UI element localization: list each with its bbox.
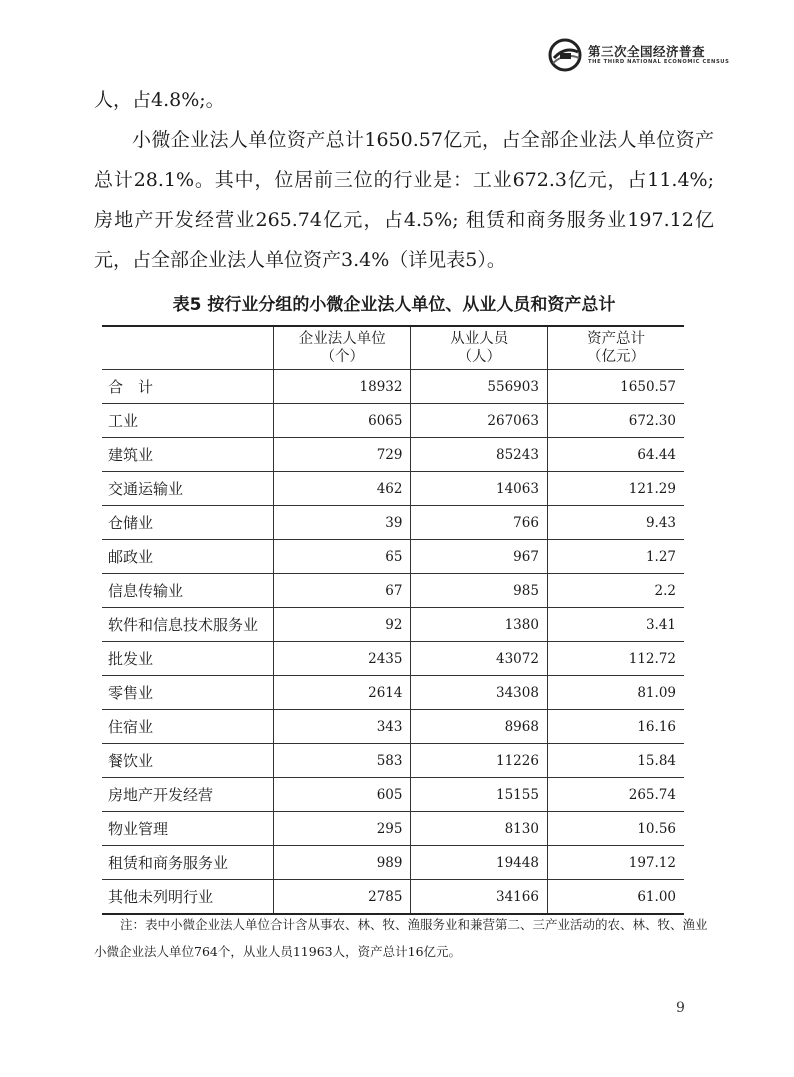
row-employees: 43072 (411, 642, 547, 676)
row-units: 462 (274, 472, 411, 506)
paragraph-assets: 小微企业法人单位资产总计1650.57亿元，占全部企业法人单位资产总计28.1%。其中，位居前三位的行业是：工业672.3亿元，占11.4%; 房地产开发经营业265.74亿元，占4.5%; 租赁和商务服务业197.12亿元，占全部企业法人单位资产3.4%（详见表5）。 (94, 129, 714, 271)
table-row (102, 676, 684, 710)
table-row (102, 608, 684, 642)
row-employees: 34308 (411, 676, 547, 710)
row-employees: 1380 (411, 608, 547, 642)
row-units: 343 (274, 710, 411, 744)
row-industry: 建筑业 (102, 438, 274, 472)
row-employees: 34166 (411, 880, 547, 915)
row-industry: 仓储业 (102, 506, 274, 540)
header-units (274, 326, 411, 370)
census-logo (548, 38, 748, 74)
row-units: 605 (274, 778, 411, 812)
row-units: 729 (274, 438, 411, 472)
row-assets: 16.16 (547, 710, 684, 744)
page-number: 9 (676, 1000, 685, 1016)
row-assets: 10.56 (547, 812, 684, 846)
table-row (102, 472, 684, 506)
row-industry: 邮政业 (102, 540, 274, 574)
census-logo-icon (548, 38, 582, 72)
logo-chinese-text: 第三次全国经济普查 (588, 44, 706, 59)
row-units: 6065 (274, 404, 411, 438)
row-employees: 14063 (411, 472, 547, 506)
row-units: 583 (274, 744, 411, 778)
row-assets: 121.29 (547, 472, 684, 506)
table-row (102, 642, 684, 676)
row-industry: 房地产开发经营 (102, 778, 274, 812)
row-units: 2614 (274, 676, 411, 710)
row-assets: 15.84 (547, 744, 684, 778)
row-assets: 3.41 (547, 608, 684, 642)
row-assets: 265.74 (547, 778, 684, 812)
row-assets: 1650.57 (547, 370, 684, 404)
table-row (102, 778, 684, 812)
table-header-row (102, 326, 684, 370)
table-note: 注：表中小微企业法人单位合计含从事农、林、牧、渔服务业和兼营第二、三产业活动的农、林、牧、渔业小微企业法人单位764个，从业人员11963人，资产总计16亿元。 (94, 917, 708, 959)
row-units: 92 (274, 608, 411, 642)
row-assets: 2.2 (547, 574, 684, 608)
header-assets-label: 资产总计 (586, 331, 645, 347)
row-industry: 零售业 (102, 676, 274, 710)
header-assets-unit: （亿元） (586, 349, 645, 365)
row-industry: 工业 (102, 404, 274, 438)
table-row (102, 370, 684, 404)
table-title: 表5 按行业分组的小微企业法人单位、从业人员和资产总计 (172, 295, 616, 315)
row-employees: 15155 (411, 778, 547, 812)
table-row (102, 404, 684, 438)
header-assets (547, 326, 684, 370)
table-row (102, 574, 684, 608)
row-industry: 住宿业 (102, 710, 274, 744)
row-employees: 556903 (411, 370, 547, 404)
row-employees: 985 (411, 574, 547, 608)
row-industry: 其他未列明行业 (102, 880, 274, 915)
row-assets: 1.27 (547, 540, 684, 574)
row-assets: 61.00 (547, 880, 684, 915)
row-units: 18932 (274, 370, 411, 404)
paragraph-continuation: 人，占4.8%;。 (94, 89, 225, 111)
row-assets: 672.30 (547, 404, 684, 438)
row-assets: 64.44 (547, 438, 684, 472)
row-employees: 8968 (411, 710, 547, 744)
row-units: 295 (274, 812, 411, 846)
header-employees (411, 326, 547, 370)
row-industry: 交通运输业 (102, 472, 274, 506)
row-assets: 81.09 (547, 676, 684, 710)
header-units-label: 企业法人单位 (298, 331, 386, 347)
row-industry: 软件和信息技术服务业 (102, 608, 274, 642)
row-employees: 967 (411, 540, 547, 574)
row-units: 2435 (274, 642, 411, 676)
row-industry: 信息传输业 (102, 574, 274, 608)
row-employees: 85243 (411, 438, 547, 472)
table-row (102, 846, 684, 880)
row-assets: 9.43 (547, 506, 684, 540)
row-industry: 餐饮业 (102, 744, 274, 778)
row-employees: 8130 (411, 812, 547, 846)
table-row (102, 710, 684, 744)
row-units: 39 (274, 506, 411, 540)
logo-english-text: THE THIRD NATIONAL ECONOMIC CENSUS (588, 59, 730, 65)
table-row (102, 812, 684, 846)
row-units: 65 (274, 540, 411, 574)
row-industry: 租赁和商务服务业 (102, 846, 274, 880)
row-units: 989 (274, 846, 411, 880)
table-row (102, 540, 684, 574)
row-units: 67 (274, 574, 411, 608)
header-employees-label: 从业人员 (450, 331, 509, 347)
row-employees: 11226 (411, 744, 547, 778)
header-industry (102, 326, 274, 370)
header-employees-unit: （人） (457, 349, 501, 365)
industry-table (102, 325, 684, 915)
row-employees: 19448 (411, 846, 547, 880)
row-assets: 197.12 (547, 846, 684, 880)
table-row (102, 880, 684, 915)
row-industry: 物业管理 (102, 812, 274, 846)
row-industry: 合 计 (102, 370, 274, 404)
row-industry: 批发业 (102, 642, 274, 676)
table-row (102, 438, 684, 472)
table-row (102, 744, 684, 778)
row-employees: 766 (411, 506, 547, 540)
row-assets: 112.72 (547, 642, 684, 676)
row-units: 2785 (274, 880, 411, 915)
header-units-unit: （个） (320, 349, 364, 365)
table-row (102, 506, 684, 540)
row-employees: 267063 (411, 404, 547, 438)
